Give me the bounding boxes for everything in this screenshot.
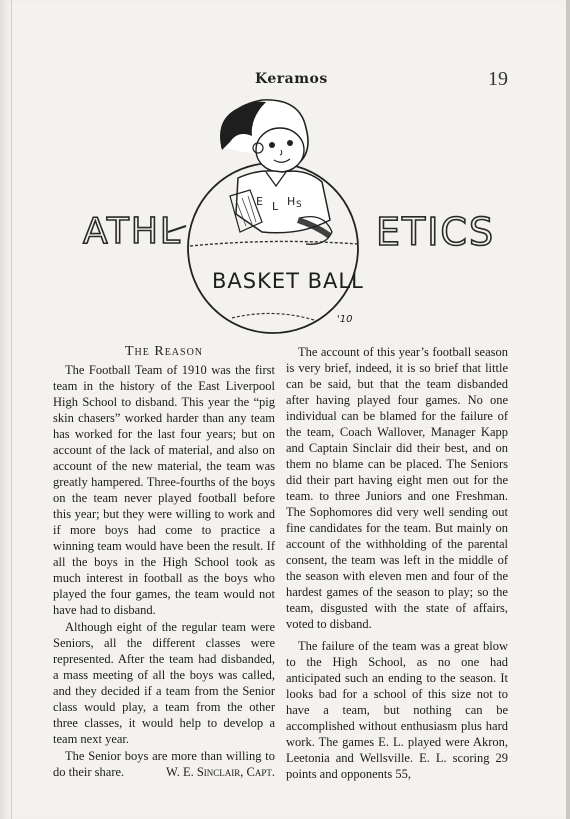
article-paragraph: The Senior boys are more than willing to do their share. [53,749,275,779]
running-header-title: Keramos [255,71,328,87]
article-heading: The Reason [124,344,204,359]
article-paragraph: The Football Team of 1910 was the first team in the history of the East Liverpool High School to disband. This year the “pig skin chasers” worked harder than any team has worked for the last four years; but on account of the lack of material, and also on account of the new material, the team was greatly hampered. Three-fourths of the boys on the team never played football before this year; but they were willing to work and if more boys had come to practice a winning team would have been the result. If all the boys in the High School took as much interest in football as the boys who played the four games, the team would not have had to disband. [53,363,275,617]
article-signature: W. E. Sinclair, Capt. [166,765,275,779]
shirt-letter-s: S [296,200,302,210]
basketball-label: BASKET BALL [212,269,364,293]
basketball-seam [190,241,358,246]
artist-signature: '10 [337,314,353,325]
shirt-letter-l: L [272,200,279,213]
athletics-word-right: ETICS [376,210,496,254]
athletics-word-left: ATHL [83,211,182,252]
shirt-letter-h: H [287,195,296,208]
article-paragraph: The account of this year’s football season is very brief, indeed, it is so brief that little can be said, but that the team disbanded after having played four games. No one individual can be blamed for the failure of the team, Coach Wallover, Manager Kapp and Captain Sinclair did their best, and on them no blame can be placed. The Seniors did their part having eight men out for the team. to three Juniors and one Freshman. The Sophomores did very well sending out fine candidates for the team. But mainly on account of the withholding of the parental consent, the team was left in the middle of the season with eleven men and four of the hardest games of the season to play; so the team, disgusted with the state of affairs, voted to disband. [286,345,508,631]
article-paragraph: The failure of the team was a great blow to the High School, as no one had anticipated such an ending to the season. It looks bad for a school of this size not to have a team, but nothing can be accomplished without enthusiasm plus hard work. The games E. L. played were Akron, Leetonia and Wellsville. E. L. scoring 29 points and opponents 55, [286,639,508,781]
article-left-column [53,344,275,780]
article-right-column [286,344,508,782]
boy-shirt-icon [230,171,332,244]
page-number: 19 [488,68,508,90]
boy-head-icon [220,100,308,172]
basketball-seam-lower [232,313,314,320]
athletics-illustration [0,90,570,350]
article-paragraph: Although eight of the regular team were Seniors, all the different classes were represented. After the team had disbanded, a mass meeting of all the boys was called, and they decided if a team from the Senior class would play, a team from the other three classes, it would help to develop a team next year. [53,620,275,746]
shirt-letter-e: E [256,195,263,208]
